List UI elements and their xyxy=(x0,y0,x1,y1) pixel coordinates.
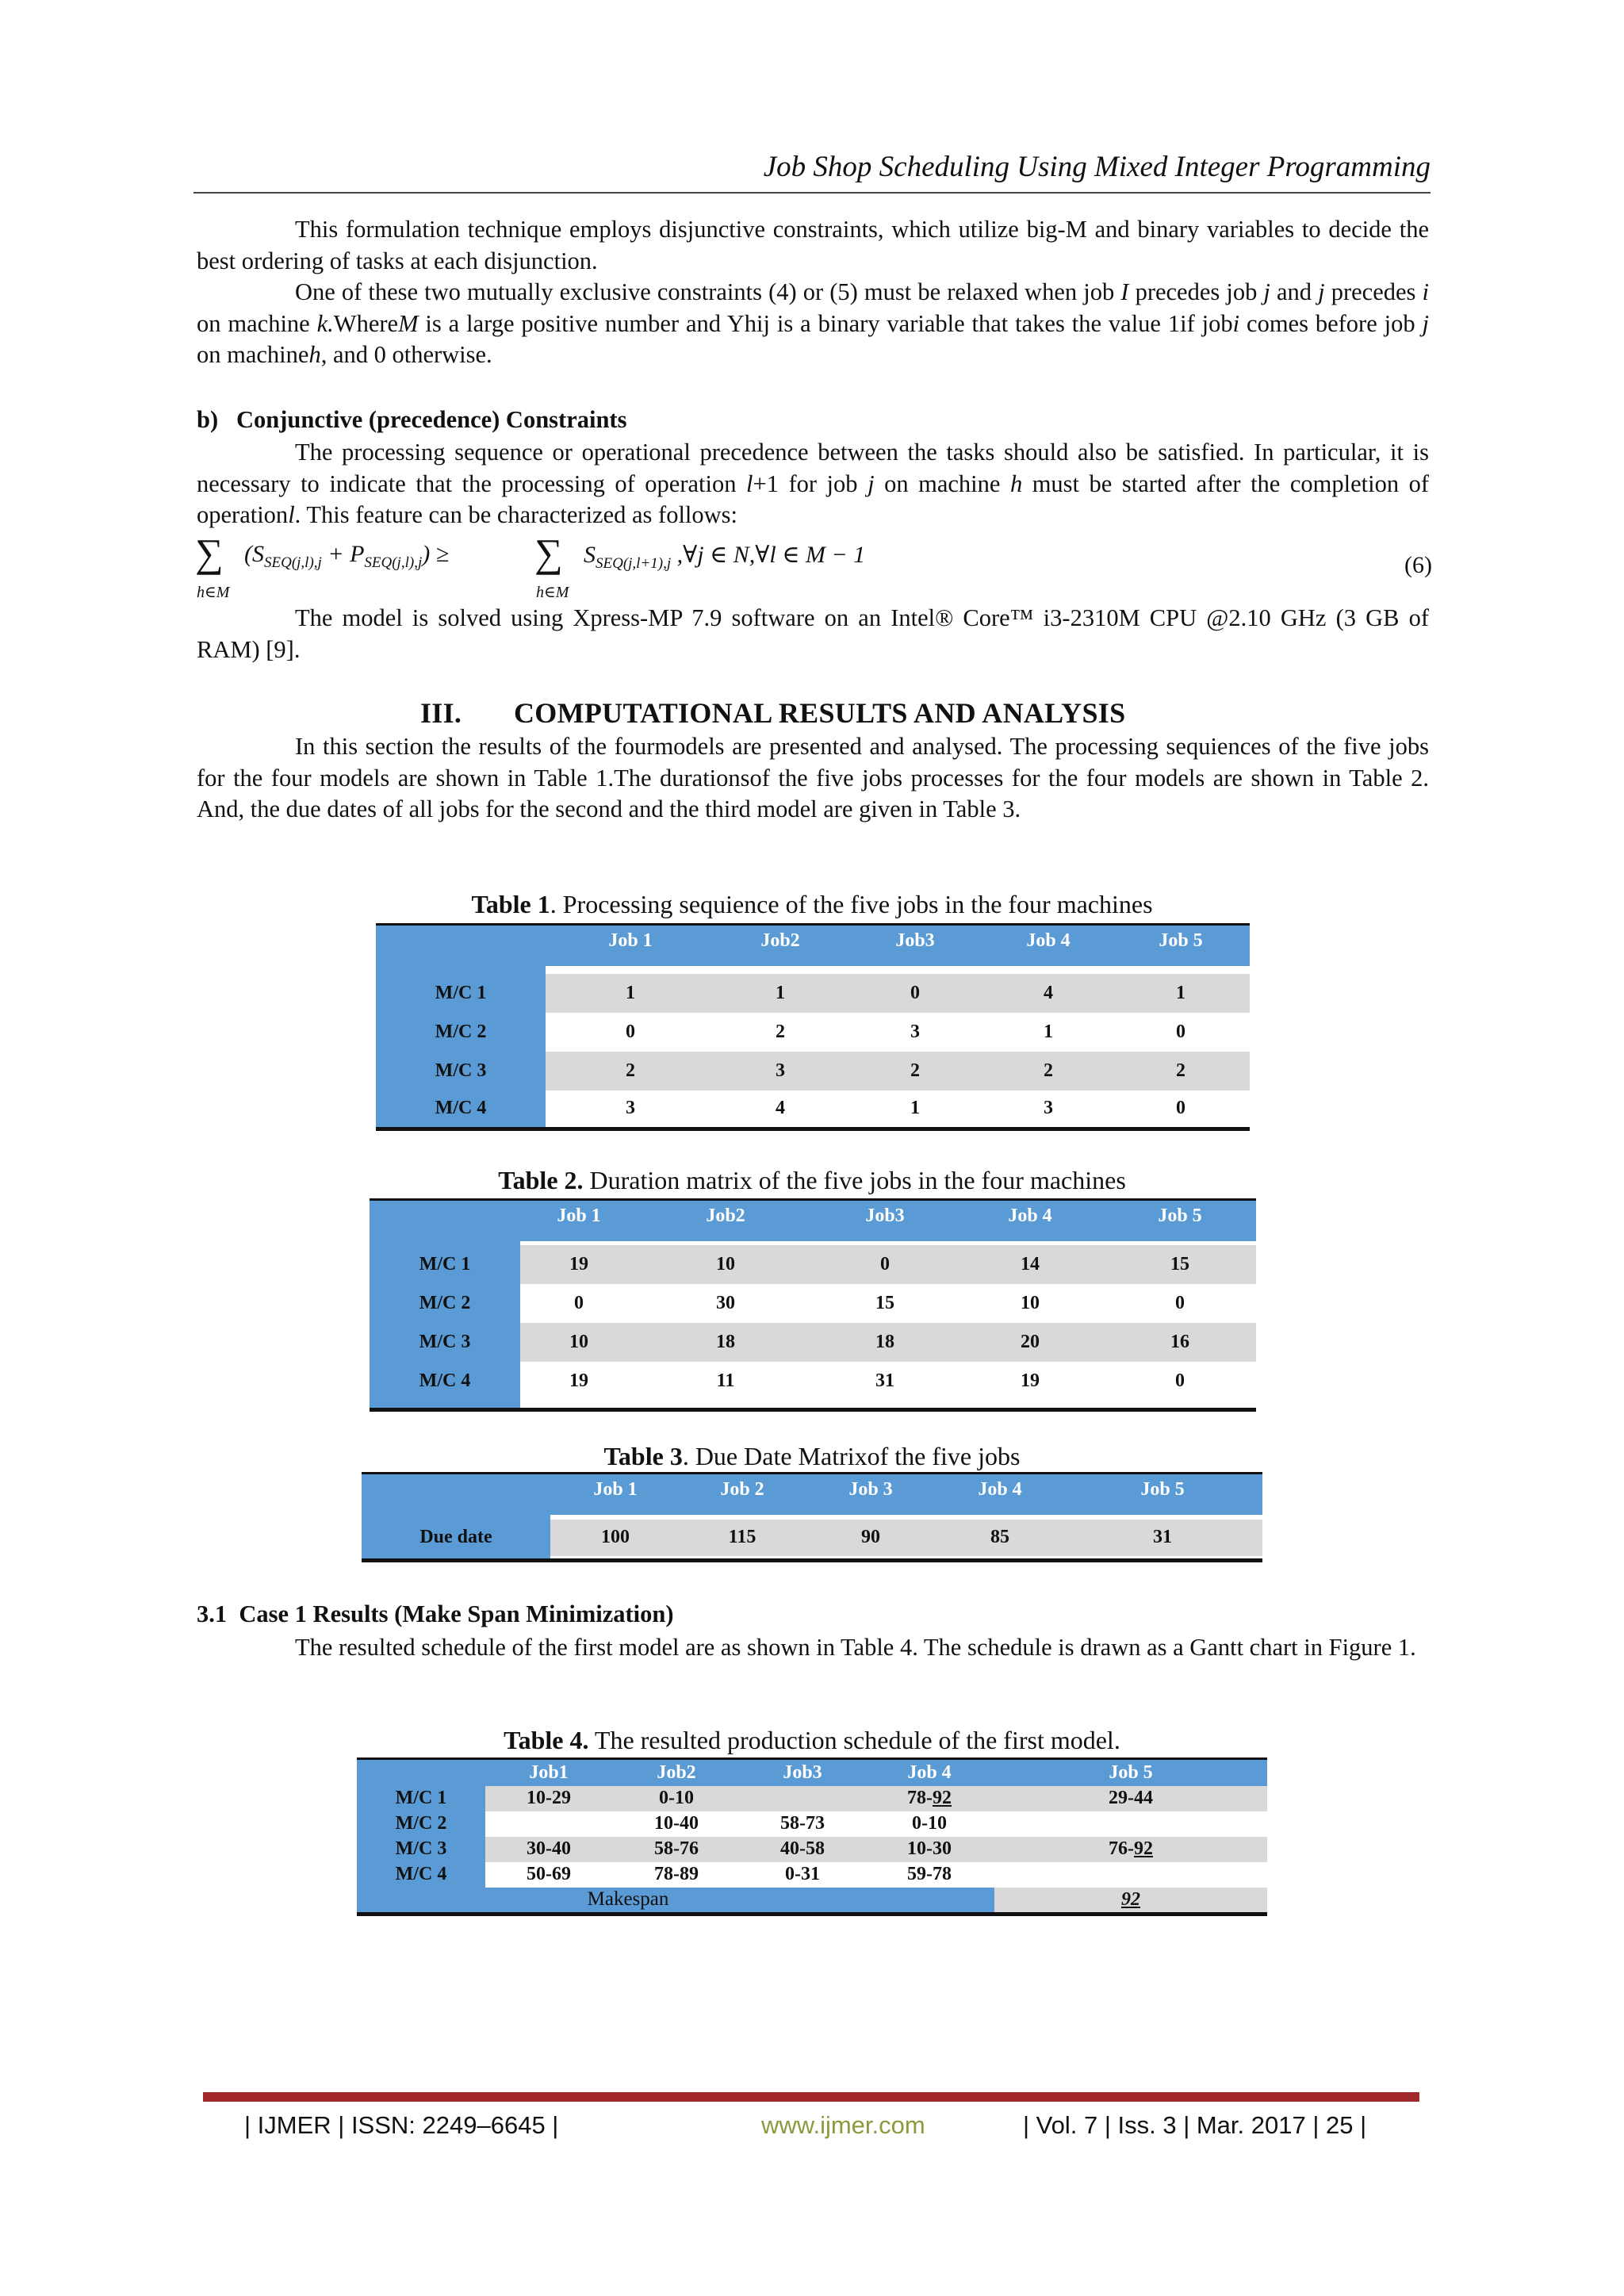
table-header-cell: Job3 xyxy=(814,1200,956,1241)
table-row: M/C 4 19 11 31 19 0 xyxy=(370,1362,1256,1401)
table-row: M/C 3 30-40 58-76 40-58 10-30 76-92 xyxy=(357,1837,1267,1862)
equation-6 xyxy=(195,533,1432,603)
table-row: M/C 4 3 4 1 3 0 xyxy=(376,1091,1250,1129)
table-4 xyxy=(357,1757,1267,1916)
table-header-cell: Job2 xyxy=(715,925,845,966)
equation-lhs: $(S_{SEQ(j,l),j} + P_{SEQ(j,l),j})$ ≥ xyxy=(244,541,450,571)
equation-rhs: $S_{SEQ(j,l+1),j}$ ,∀j ∈ N,∀l ∈ M − 1 xyxy=(584,542,866,572)
table-header-cell: Job3 xyxy=(845,925,985,966)
subsection-heading-b: b) Conjunctive (precedence) Constraints xyxy=(197,406,627,433)
sum-symbol-rhs: ∑ xyxy=(534,531,563,575)
table-header-cell: Job2 xyxy=(612,1759,741,1786)
table-header-cell: Job 5 xyxy=(1104,1200,1256,1241)
table-1 xyxy=(376,923,1250,1131)
running-header: Job Shop Scheduling Using Mixed Integer Programming xyxy=(763,151,1431,183)
table-row: Due date 100 115 90 85 31 xyxy=(362,1520,1262,1556)
table-header-cell: Job 5 xyxy=(1063,1474,1262,1515)
table-header-cell: Job 4 xyxy=(864,1759,994,1786)
table-header-cell: Job 1 xyxy=(550,1474,680,1515)
intro-block xyxy=(197,214,1429,371)
table-row: M/C 1 10-29 0-10 78-92 29-44 xyxy=(357,1786,1267,1811)
sum-index-lhs: h∈M xyxy=(197,584,230,601)
table-header-cell: Job 2 xyxy=(680,1474,804,1515)
table-header-cell: Job 5 xyxy=(1112,925,1250,966)
table-header-cell: Job 3 xyxy=(804,1474,937,1515)
solver-paragraph: The model is solved using Xpress-MP 7.9 software on an Intel® Core™ i3-2310M CPU @2.10 GHz (3 GB of RAM) [9]. xyxy=(197,604,1429,663)
table-header-cell: Job 4 xyxy=(985,925,1112,966)
table-header-cell: Job3 xyxy=(741,1759,864,1786)
subsection-heading-3-1: 3.1 Case 1 Results (Make Span Minimization) xyxy=(197,1600,674,1627)
table-row: M/C 2 0 2 3 1 0 xyxy=(376,1013,1250,1052)
footer-journal: | IJMER | ISSN: 2249–6645 | xyxy=(244,2111,559,2139)
footer-bar xyxy=(203,2092,1419,2102)
table-header-cell: Job 4 xyxy=(956,1200,1104,1241)
section-3-heading: III. COMPUTATIONAL RESULTS AND ANALYSIS xyxy=(420,697,1126,729)
table-row: M/C 1 19 10 0 14 15 xyxy=(370,1245,1256,1284)
table-row: M/C 3 10 18 18 20 16 xyxy=(370,1323,1256,1362)
table-3-caption: Table 3. Due Date Matrixof the five jobs xyxy=(603,1442,1021,1470)
table-2-caption: Table 2. Duration matrix of the five jobs in the four machines xyxy=(498,1166,1126,1194)
makespan-row xyxy=(357,1888,1267,1915)
intro-paragraph-1: This formulation technique employs disjunctive constraints, which utilize big-M and binary variables to decide the best ordering of tasks at each disjunction. xyxy=(197,216,1429,274)
equation-number: (6) xyxy=(1404,552,1432,578)
table-header-cell: Job1 xyxy=(485,1759,612,1786)
table-header-cell: Job 1 xyxy=(546,925,715,966)
table-header-corner xyxy=(376,925,546,966)
header-rule xyxy=(193,192,1431,194)
table-row: M/C 2 0 30 15 10 0 xyxy=(370,1284,1256,1323)
table-4-caption: Table 4. The resulted production schedule of the first model. xyxy=(504,1726,1120,1754)
table-header-cell: Job 1 xyxy=(520,1200,638,1241)
table-row: M/C 4 50-69 78-89 0-31 59-78 xyxy=(357,1862,1267,1888)
table-header-cell: Job2 xyxy=(638,1200,814,1241)
makespan-label: Makespan xyxy=(357,1888,994,1915)
table-header-cell: Job 5 xyxy=(994,1759,1267,1786)
table-2 xyxy=(370,1198,1256,1412)
footer-volume: | Vol. 7 | Iss. 3 | Mar. 2017 | 25 | xyxy=(1023,2111,1367,2139)
intro-paragraph-2: One of these two mutually exclusive constraints (4) or (5) must be relaxed when job I precedes job j and j precedes i on machine k.WhereM is a large positive number and Yhij is a binary variable that takes the value 1if jobi comes before job j on machineh, and 0 otherwise. xyxy=(197,278,1430,368)
table-row: M/C 1 1 1 0 4 1 xyxy=(376,974,1250,1013)
section-3-paragraph: In this section the results of the fourmodels are presented and analysed. The processing sequiences of the five jobs for the four models are shown in Table 1.The durationsof the five jobs processes for the four models are shown in Table 2. And, the due dates of all jobs for the second and the third model are given in Table 3. xyxy=(197,733,1429,822)
footer-website-link[interactable]: www.ijmer.com xyxy=(761,2111,925,2139)
makespan-value: 92 xyxy=(994,1888,1267,1915)
sum-index-rhs: h∈M xyxy=(536,584,569,601)
table-header-cell: Job 4 xyxy=(937,1474,1063,1515)
section-b-paragraph: The processing sequence or operational precedence between the tasks should also be satisfied. In particular, it is necessary to indicate that the processing of operation l+1 for job j on machine h must be started after the completion of operationl. This feature can be characterized as follows: xyxy=(197,439,1429,528)
table-row: M/C 2 10-40 58-73 0-10 xyxy=(357,1811,1267,1837)
section-3-1-paragraph: The resulted schedule of the first model are as shown in Table 4. The schedule is drawn as a Gantt chart in Figure 1. xyxy=(295,1634,1416,1661)
table-row: M/C 3 2 3 2 2 2 xyxy=(376,1052,1250,1091)
table-3 xyxy=(362,1472,1262,1562)
table-1-caption: Table 1. Processing sequience of the five jobs in the four machines xyxy=(471,890,1153,918)
sum-symbol-lhs: ∑ xyxy=(195,531,224,575)
